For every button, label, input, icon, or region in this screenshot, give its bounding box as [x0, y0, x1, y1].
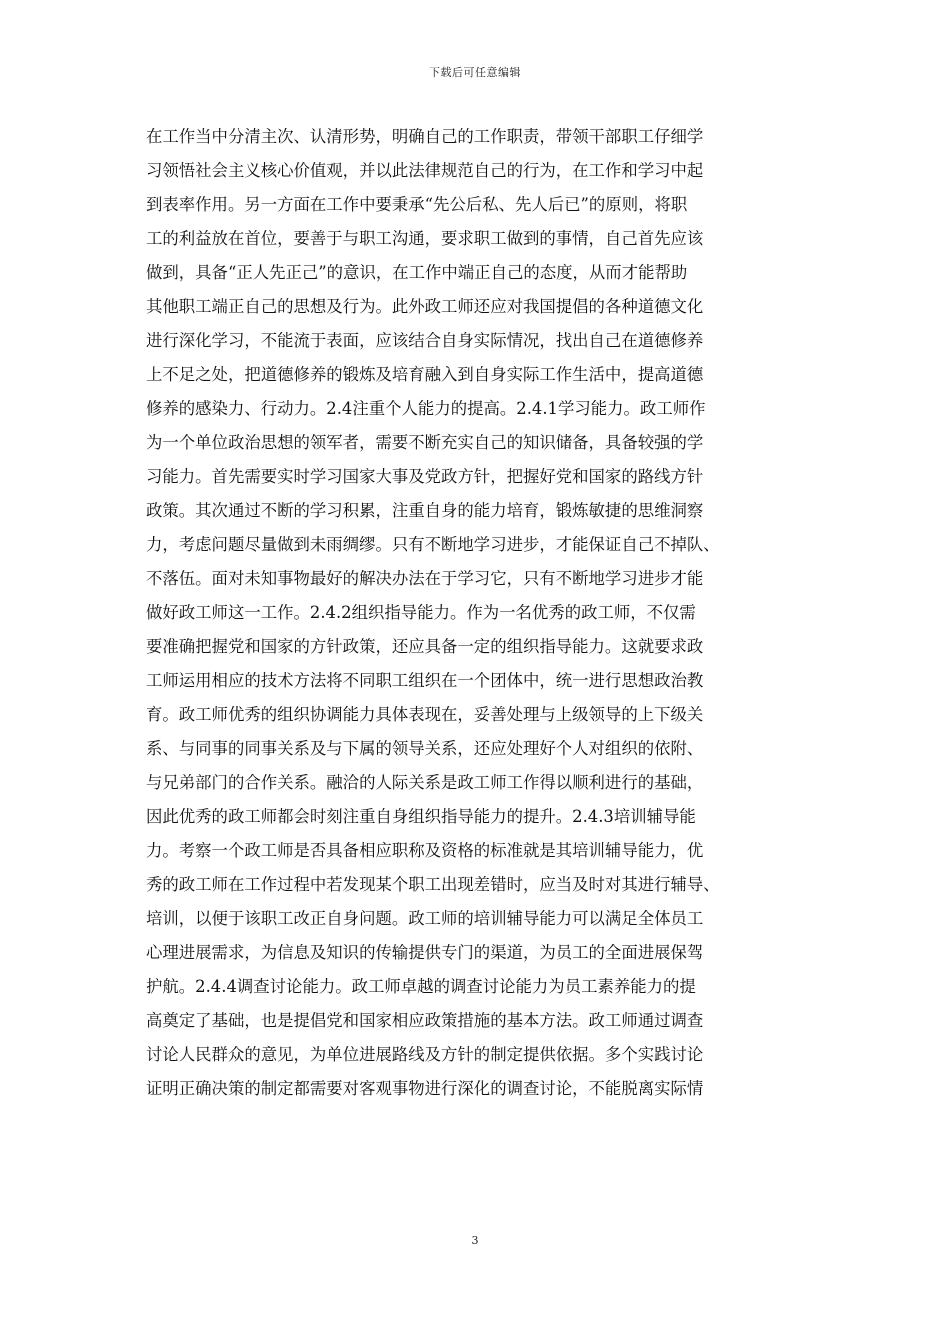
text-line: 其他职工端正自己的思想及行为。此外政工师还应对我国提倡的各种道德文化	[146, 297, 704, 316]
text-line: 进行深化学习，不能流于表面，应该结合自身实际情况，找出自己在道德修养	[146, 331, 704, 350]
text-line: 习领悟社会主义核心价值观，并以此法律规范自己的行为，在工作和学习中起	[146, 161, 704, 180]
text-line: 心理进展需求，为信息及知识的传输提供专门的渠道，为员工的全面进展保驾	[146, 943, 704, 962]
text-line: 护航。2.4.4调查讨论能力。政工师卓越的调查讨论能力为员工素养能力的提	[146, 977, 696, 996]
text-line: 在工作当中分清主次、认清形势，明确自己的工作职责，带领干部职工仔细学	[146, 127, 704, 146]
text-line: 与兄弟部门的合作关系。融洽的人际关系是政工师工作得以顺利进行的基础，	[146, 773, 704, 792]
text-line: 修养的感染力、行动力。2.4注重个人能力的提高。2.4.1学习能力。政工师作	[146, 399, 706, 418]
body-text	[146, 120, 812, 1106]
text-line: 要准确把握党和国家的方针政策，还应具备一定的组织指导能力。这就要求政	[146, 637, 704, 656]
text-line: 育。政工师优秀的组织协调能力具体表现在，妥善处理与上级领导的上下级关	[146, 705, 704, 724]
text-line: 力。考察一个政工师是否具备相应职称及资格的标准就是其培训辅导能力，优	[146, 841, 704, 860]
text-line: 高奠定了基础，也是提倡党和国家相应政策措施的基本方法。政工师通过调查	[146, 1011, 704, 1030]
text-line: 证明正确决策的制定都需要对客观事物进行深化的调查讨论，不能脱离实际情	[146, 1079, 704, 1098]
text-line: 讨论人民群众的意见，为单位进展路线及方针的制定提供依据。多个实践讨论	[146, 1045, 704, 1064]
text-line: 政策。其次通过不断的学习积累，注重自身的能力培育，锻炼敏捷的思维洞察	[146, 501, 704, 520]
text-line: 工师运用相应的技术方法将不同职工组织在一个团体中，统一进行思想政治教	[146, 671, 704, 690]
text-line: 系、与同事的同事关系及与下属的领导关系，还应处理好个人对组织的依附、	[146, 739, 704, 758]
text-line: 习能力。首先需要实时学习国家大事及党政方针，把握好党和国家的路线方针	[146, 467, 704, 486]
text-line: 力，考虑问题尽量做到未雨绸缪。只有不断地学习进步，才能保证自己不掉队、	[146, 535, 720, 554]
text-line: 为一个单位政治思想的领军者，需要不断充实自己的知识储备，具备较强的学	[146, 433, 704, 452]
text-line: 工的利益放在首位，要善于与职工沟通，要求职工做到的事情，自己首先应该	[146, 229, 704, 248]
page-header: 下载后可任意编辑	[429, 66, 521, 79]
text-line: 培训，以便于该职工改正自身问题。政工师的培训辅导能力可以满足全体员工	[146, 909, 704, 928]
text-line: 做好政工师这一工作。2.4.2组织指导能力。作为一名优秀的政工师，不仅需	[146, 603, 696, 622]
text-line: 做到，具备“正人先正己”的意识，在工作中端正自己的态度，从而才能帮助	[146, 263, 688, 282]
text-line: 到表率作用。另一方面在工作中要秉承“先公后私、先人后已”的原则，将职	[146, 195, 688, 214]
text-line: 不落伍。面对未知事物最好的解决办法在于学习它，只有不断地学习进步才能	[146, 569, 704, 588]
text-line: 因此优秀的政工师都会时刻注重自身组织指导能力的提升。2.4.3培训辅导能	[146, 807, 696, 826]
page-number: 3	[471, 1234, 479, 1247]
text-line: 秀的政工师在工作过程中若发现某个职工出现差错时，应当及时对其进行辅导、	[146, 875, 720, 894]
text-line: 上不足之处，把道德修养的锻炼及培育融入到自身实际工作生活中，提高道德	[146, 365, 704, 384]
